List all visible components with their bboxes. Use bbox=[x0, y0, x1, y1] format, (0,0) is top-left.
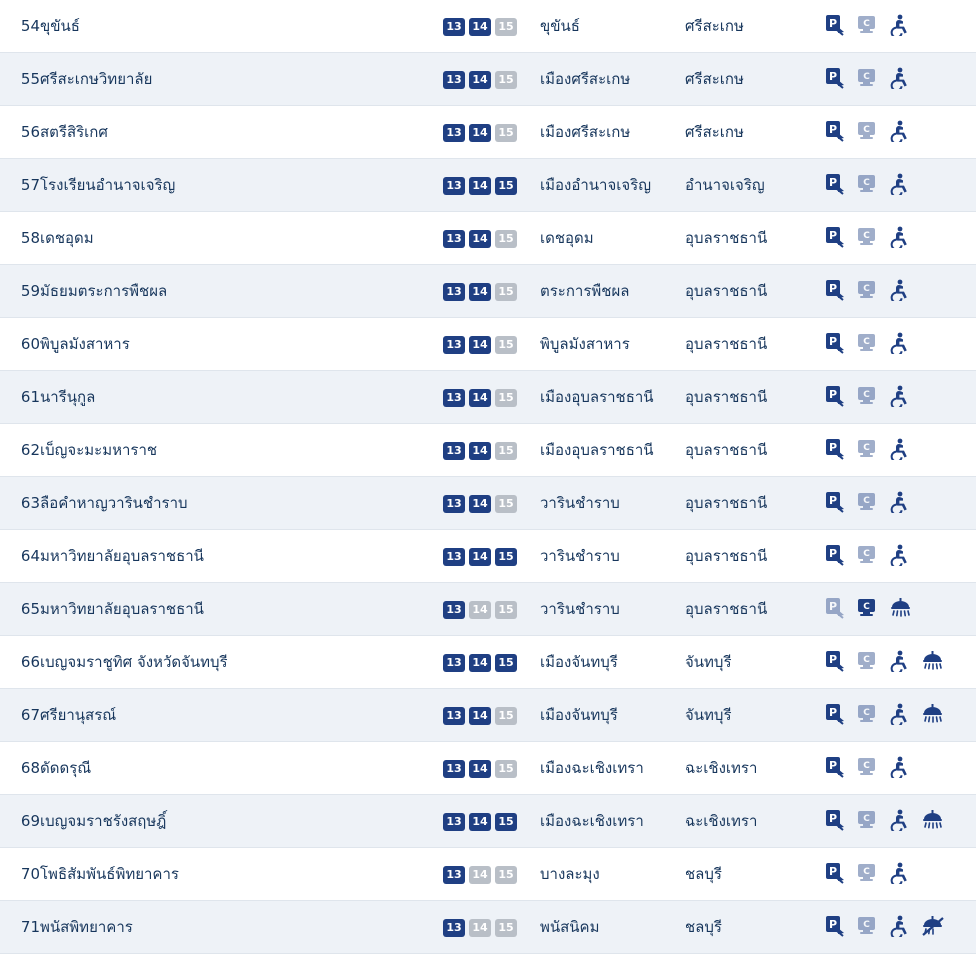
row-number: 57 bbox=[0, 159, 40, 212]
parking-icon bbox=[825, 438, 847, 462]
zone-badges bbox=[420, 901, 540, 954]
computer-icon bbox=[857, 862, 879, 886]
shower-icon bbox=[921, 650, 943, 674]
province-name: ฉะเชิงเทรา bbox=[685, 742, 825, 795]
venue-name: เบญจมราชูทิศ จังหวัดจันทบุรี bbox=[40, 636, 420, 689]
row-number: 54 bbox=[0, 0, 40, 53]
shower-icon bbox=[889, 597, 911, 621]
wheelchair-access-icon bbox=[889, 173, 911, 197]
district-name: วารินชำราบ bbox=[540, 477, 685, 530]
table-row[interactable] bbox=[0, 424, 976, 477]
zone-badges bbox=[420, 583, 540, 636]
zone-badges bbox=[420, 742, 540, 795]
zone-badge-13: 13 bbox=[443, 283, 465, 301]
computer-icon bbox=[857, 67, 879, 91]
svg-text:C: C bbox=[863, 761, 870, 771]
table-row[interactable] bbox=[0, 583, 976, 636]
table-row[interactable] bbox=[0, 795, 976, 848]
province-name: อุบลราชธานี bbox=[685, 530, 825, 583]
parking-icon bbox=[825, 544, 847, 568]
table-row[interactable] bbox=[0, 742, 976, 795]
venue-name: เบญจมราชรังสฤษฎิ์ bbox=[40, 795, 420, 848]
zone-badge-13: 13 bbox=[443, 442, 465, 460]
parking-icon bbox=[825, 650, 847, 674]
venue-name: มหาวิทยาลัยอุบลราชธานี bbox=[40, 583, 420, 636]
svg-text:C: C bbox=[863, 443, 870, 453]
svg-text:C: C bbox=[863, 920, 870, 930]
row-number: 59 bbox=[0, 265, 40, 318]
zone-badge-15: 15 bbox=[495, 707, 517, 725]
facility-icons bbox=[825, 424, 976, 477]
province-name: อำนาจเจริญ bbox=[685, 159, 825, 212]
table-row[interactable] bbox=[0, 318, 976, 371]
parking-icon bbox=[825, 279, 847, 303]
facility-icons bbox=[825, 848, 976, 901]
svg-text:P: P bbox=[828, 918, 838, 931]
facility-icons bbox=[825, 689, 976, 742]
province-name: อุบลราชธานี bbox=[685, 212, 825, 265]
svg-text:P: P bbox=[828, 600, 838, 613]
district-name: เมืองจันทบุรี bbox=[540, 689, 685, 742]
row-number: 60 bbox=[0, 318, 40, 371]
svg-text:C: C bbox=[863, 337, 870, 347]
venue-name: พนัสพิทยาคาร bbox=[40, 901, 420, 954]
computer-icon bbox=[857, 332, 879, 356]
row-number: 63 bbox=[0, 477, 40, 530]
zone-badge-15: 15 bbox=[495, 336, 517, 354]
district-name: เมืองอำนาจเจริญ bbox=[540, 159, 685, 212]
svg-text:C: C bbox=[863, 814, 870, 824]
district-name: เมืองศรีสะเกษ bbox=[540, 106, 685, 159]
parking-icon bbox=[825, 597, 847, 621]
zone-badges bbox=[420, 477, 540, 530]
province-name: อุบลราชธานี bbox=[685, 583, 825, 636]
facility-icons bbox=[825, 795, 976, 848]
zone-badge-15: 15 bbox=[495, 813, 517, 831]
table-row[interactable] bbox=[0, 0, 976, 53]
table-row[interactable] bbox=[0, 636, 976, 689]
province-name: ชลบุรี bbox=[685, 848, 825, 901]
zone-badge-13: 13 bbox=[443, 919, 465, 937]
svg-text:C: C bbox=[863, 72, 870, 82]
venue-name: ลือคำหาญวารินชำราบ bbox=[40, 477, 420, 530]
province-name: อุบลราชธานี bbox=[685, 265, 825, 318]
venue-name: ดัดดรุณี bbox=[40, 742, 420, 795]
zone-badge-13: 13 bbox=[443, 813, 465, 831]
province-name: ฉะเชิงเทรา bbox=[685, 795, 825, 848]
row-number: 58 bbox=[0, 212, 40, 265]
district-name: บางละมุง bbox=[540, 848, 685, 901]
facility-icons bbox=[825, 530, 976, 583]
zone-badge-13: 13 bbox=[443, 230, 465, 248]
svg-text:C: C bbox=[863, 19, 870, 29]
svg-text:P: P bbox=[828, 441, 838, 454]
zone-badge-15: 15 bbox=[495, 177, 517, 195]
zone-badge-14: 14 bbox=[469, 548, 491, 566]
zone-badge-14: 14 bbox=[469, 336, 491, 354]
province-name: อุบลราชธานี bbox=[685, 371, 825, 424]
zone-badge-15: 15 bbox=[495, 866, 517, 884]
table-row[interactable] bbox=[0, 212, 976, 265]
svg-text:C: C bbox=[863, 549, 870, 559]
wheelchair-access-icon bbox=[889, 438, 911, 462]
parking-icon bbox=[825, 385, 847, 409]
venue-name: มหาวิทยาลัยอุบลราชธานี bbox=[40, 530, 420, 583]
facility-icons bbox=[825, 477, 976, 530]
facility-icons bbox=[825, 159, 976, 212]
district-name: เมืองอุบลราชธานี bbox=[540, 424, 685, 477]
wheelchair-access-icon bbox=[889, 544, 911, 568]
facility-icons bbox=[825, 583, 976, 636]
zone-badge-15: 15 bbox=[495, 18, 517, 36]
district-name: ตระการพืชผล bbox=[540, 265, 685, 318]
computer-icon bbox=[857, 120, 879, 144]
province-name: อุบลราชธานี bbox=[685, 424, 825, 477]
computer-icon bbox=[857, 756, 879, 780]
wheelchair-access-icon bbox=[889, 279, 911, 303]
row-number: 62 bbox=[0, 424, 40, 477]
zone-badge-13: 13 bbox=[443, 389, 465, 407]
table-row[interactable] bbox=[0, 53, 976, 106]
wheelchair-access-icon bbox=[889, 385, 911, 409]
zone-badge-13: 13 bbox=[443, 601, 465, 619]
venue-name: ศรีสะเกษวิทยาลัย bbox=[40, 53, 420, 106]
district-name: เมืองจันทบุรี bbox=[540, 636, 685, 689]
zone-badge-14: 14 bbox=[469, 177, 491, 195]
svg-text:P: P bbox=[828, 759, 838, 772]
zone-badge-14: 14 bbox=[469, 813, 491, 831]
zone-badge-13: 13 bbox=[443, 654, 465, 672]
district-name: วารินชำราบ bbox=[540, 583, 685, 636]
zone-badge-13: 13 bbox=[443, 760, 465, 778]
svg-text:C: C bbox=[863, 867, 870, 877]
wheelchair-access-icon bbox=[889, 120, 911, 144]
computer-icon bbox=[857, 491, 879, 515]
zone-badges bbox=[420, 106, 540, 159]
zone-badges bbox=[420, 371, 540, 424]
svg-text:P: P bbox=[828, 706, 838, 719]
zone-badge-15: 15 bbox=[495, 230, 517, 248]
svg-text:P: P bbox=[828, 229, 838, 242]
zone-badges bbox=[420, 530, 540, 583]
zone-badges bbox=[420, 265, 540, 318]
no-shower-icon bbox=[921, 915, 943, 939]
venue-name: สตรีสิริเกศ bbox=[40, 106, 420, 159]
parking-icon bbox=[825, 809, 847, 833]
computer-icon bbox=[857, 14, 879, 38]
zone-badge-15: 15 bbox=[495, 71, 517, 89]
district-name: เมืองศรีสะเกษ bbox=[540, 53, 685, 106]
table-row[interactable] bbox=[0, 689, 976, 742]
row-number: 71 bbox=[0, 901, 40, 954]
venue-name: ศรียานุสรณ์ bbox=[40, 689, 420, 742]
row-number: 68 bbox=[0, 742, 40, 795]
row-number: 66 bbox=[0, 636, 40, 689]
table-row[interactable] bbox=[0, 477, 976, 530]
venue-name: เบ็ญจะมะมหาราช bbox=[40, 424, 420, 477]
zone-badge-13: 13 bbox=[443, 71, 465, 89]
zone-badges bbox=[420, 689, 540, 742]
parking-icon bbox=[825, 226, 847, 250]
row-number: 67 bbox=[0, 689, 40, 742]
computer-icon bbox=[857, 226, 879, 250]
computer-icon bbox=[857, 809, 879, 833]
wheelchair-access-icon bbox=[889, 650, 911, 674]
computer-icon bbox=[857, 597, 879, 621]
wheelchair-access-icon bbox=[889, 14, 911, 38]
province-name: ชลบุรี bbox=[685, 901, 825, 954]
wheelchair-access-icon bbox=[889, 491, 911, 515]
facility-icons bbox=[825, 53, 976, 106]
svg-text:P: P bbox=[828, 812, 838, 825]
wheelchair-access-icon bbox=[889, 226, 911, 250]
district-name: วารินชำราบ bbox=[540, 530, 685, 583]
zone-badge-13: 13 bbox=[443, 707, 465, 725]
zone-badge-15: 15 bbox=[495, 654, 517, 672]
parking-icon bbox=[825, 756, 847, 780]
province-name: ศรีสะเกษ bbox=[685, 0, 825, 53]
row-number: 70 bbox=[0, 848, 40, 901]
zone-badge-14: 14 bbox=[469, 124, 491, 142]
wheelchair-access-icon bbox=[889, 703, 911, 727]
table-row[interactable] bbox=[0, 265, 976, 318]
zone-badge-15: 15 bbox=[495, 760, 517, 778]
computer-icon bbox=[857, 544, 879, 568]
computer-icon bbox=[857, 385, 879, 409]
zone-badge-14: 14 bbox=[469, 389, 491, 407]
district-name: เมืองอุบลราชธานี bbox=[540, 371, 685, 424]
parking-icon bbox=[825, 120, 847, 144]
facility-icons bbox=[825, 0, 976, 53]
computer-icon bbox=[857, 279, 879, 303]
svg-text:P: P bbox=[828, 653, 838, 666]
table-row[interactable] bbox=[0, 159, 976, 212]
province-name: ศรีสะเกษ bbox=[685, 106, 825, 159]
svg-text:C: C bbox=[863, 231, 870, 241]
facility-icons bbox=[825, 212, 976, 265]
province-name: ศรีสะเกษ bbox=[685, 53, 825, 106]
svg-text:C: C bbox=[863, 284, 870, 294]
zone-badge-14: 14 bbox=[469, 654, 491, 672]
svg-text:C: C bbox=[863, 496, 870, 506]
row-number: 56 bbox=[0, 106, 40, 159]
facility-icons bbox=[825, 318, 976, 371]
computer-icon bbox=[857, 915, 879, 939]
facility-icons bbox=[825, 106, 976, 159]
wheelchair-access-icon bbox=[889, 862, 911, 886]
zone-badges bbox=[420, 212, 540, 265]
zone-badge-13: 13 bbox=[443, 495, 465, 513]
zone-badge-14: 14 bbox=[469, 18, 491, 36]
table-row[interactable] bbox=[0, 371, 976, 424]
zone-badge-15: 15 bbox=[495, 283, 517, 301]
zone-badge-14: 14 bbox=[469, 919, 491, 937]
svg-text:C: C bbox=[863, 655, 870, 665]
facility-icons bbox=[825, 265, 976, 318]
zone-badge-15: 15 bbox=[495, 919, 517, 937]
zone-badge-14: 14 bbox=[469, 707, 491, 725]
computer-icon bbox=[857, 650, 879, 674]
row-number: 65 bbox=[0, 583, 40, 636]
wheelchair-access-icon bbox=[889, 809, 911, 833]
svg-text:P: P bbox=[828, 282, 838, 295]
wheelchair-access-icon bbox=[889, 67, 911, 91]
svg-text:P: P bbox=[828, 388, 838, 401]
zone-badges bbox=[420, 795, 540, 848]
province-name: อุบลราชธานี bbox=[685, 318, 825, 371]
zone-badges bbox=[420, 159, 540, 212]
venue-name: นารีนุกูล bbox=[40, 371, 420, 424]
wheelchair-access-icon bbox=[889, 332, 911, 356]
computer-icon bbox=[857, 438, 879, 462]
row-number: 69 bbox=[0, 795, 40, 848]
shower-icon bbox=[921, 809, 943, 833]
zone-badge-14: 14 bbox=[469, 760, 491, 778]
zone-badge-14: 14 bbox=[469, 283, 491, 301]
venue-name: โพธิสัมพันธ์พิทยาคาร bbox=[40, 848, 420, 901]
parking-icon bbox=[825, 173, 847, 197]
facility-icons bbox=[825, 371, 976, 424]
svg-text:P: P bbox=[828, 335, 838, 348]
venue-name: ขุขันธ์ bbox=[40, 0, 420, 53]
row-number: 64 bbox=[0, 530, 40, 583]
svg-text:C: C bbox=[863, 602, 870, 612]
district-name: เดชอุดม bbox=[540, 212, 685, 265]
zone-badge-13: 13 bbox=[443, 336, 465, 354]
zone-badge-15: 15 bbox=[495, 495, 517, 513]
svg-text:P: P bbox=[828, 547, 838, 560]
parking-icon bbox=[825, 862, 847, 886]
computer-icon bbox=[857, 173, 879, 197]
district-name: เมืองฉะเชิงเทรา bbox=[540, 742, 685, 795]
province-name: จันทบุรี bbox=[685, 636, 825, 689]
table-row[interactable] bbox=[0, 901, 976, 954]
zone-badge-15: 15 bbox=[495, 548, 517, 566]
zone-badge-13: 13 bbox=[443, 18, 465, 36]
svg-text:P: P bbox=[828, 70, 838, 83]
row-number: 61 bbox=[0, 371, 40, 424]
svg-text:C: C bbox=[863, 390, 870, 400]
shower-icon bbox=[921, 703, 943, 727]
zone-badge-15: 15 bbox=[495, 389, 517, 407]
parking-icon bbox=[825, 332, 847, 356]
parking-icon bbox=[825, 67, 847, 91]
svg-text:P: P bbox=[828, 17, 838, 30]
row-number: 55 bbox=[0, 53, 40, 106]
zone-badge-13: 13 bbox=[443, 548, 465, 566]
venue-name: มัธยมตระการพืชผล bbox=[40, 265, 420, 318]
zone-badge-14: 14 bbox=[469, 71, 491, 89]
zone-badge-13: 13 bbox=[443, 177, 465, 195]
zone-badge-14: 14 bbox=[469, 230, 491, 248]
venue-name: โรงเรียนอำนาจเจริญ bbox=[40, 159, 420, 212]
zone-badge-14: 14 bbox=[469, 866, 491, 884]
zone-badge-15: 15 bbox=[495, 601, 517, 619]
svg-text:P: P bbox=[828, 494, 838, 507]
facility-icons bbox=[825, 901, 976, 954]
wheelchair-access-icon bbox=[889, 756, 911, 780]
wheelchair-access-icon bbox=[889, 915, 911, 939]
zone-badges bbox=[420, 424, 540, 477]
district-name: พิบูลมังสาหาร bbox=[540, 318, 685, 371]
facility-icons bbox=[825, 636, 976, 689]
svg-text:C: C bbox=[863, 708, 870, 718]
table-row[interactable] bbox=[0, 106, 976, 159]
zone-badge-13: 13 bbox=[443, 124, 465, 142]
district-name: ขุขันธ์ bbox=[540, 0, 685, 53]
zone-badges bbox=[420, 0, 540, 53]
zone-badge-14: 14 bbox=[469, 495, 491, 513]
venue-name: เดชอุดม bbox=[40, 212, 420, 265]
zone-badge-15: 15 bbox=[495, 124, 517, 142]
zone-badges bbox=[420, 318, 540, 371]
zone-badge-14: 14 bbox=[469, 601, 491, 619]
svg-text:P: P bbox=[828, 176, 838, 189]
table-row[interactable] bbox=[0, 530, 976, 583]
parking-icon bbox=[825, 491, 847, 515]
province-name: อุบลราชธานี bbox=[685, 477, 825, 530]
parking-icon bbox=[825, 14, 847, 38]
parking-icon bbox=[825, 915, 847, 939]
zone-badge-15: 15 bbox=[495, 442, 517, 460]
table-row[interactable] bbox=[0, 848, 976, 901]
parking-icon bbox=[825, 703, 847, 727]
zone-badges bbox=[420, 636, 540, 689]
svg-text:P: P bbox=[828, 865, 838, 878]
district-name: เมืองฉะเชิงเทรา bbox=[540, 795, 685, 848]
district-name: พนัสนิคม bbox=[540, 901, 685, 954]
zone-badge-14: 14 bbox=[469, 442, 491, 460]
zone-badges bbox=[420, 53, 540, 106]
svg-text:P: P bbox=[828, 123, 838, 136]
zone-badges bbox=[420, 848, 540, 901]
computer-icon bbox=[857, 703, 879, 727]
svg-text:C: C bbox=[863, 125, 870, 135]
svg-text:C: C bbox=[863, 178, 870, 188]
facility-icons bbox=[825, 742, 976, 795]
zone-badge-13: 13 bbox=[443, 866, 465, 884]
province-name: จันทบุรี bbox=[685, 689, 825, 742]
venue-name: พิบูลมังสาหาร bbox=[40, 318, 420, 371]
